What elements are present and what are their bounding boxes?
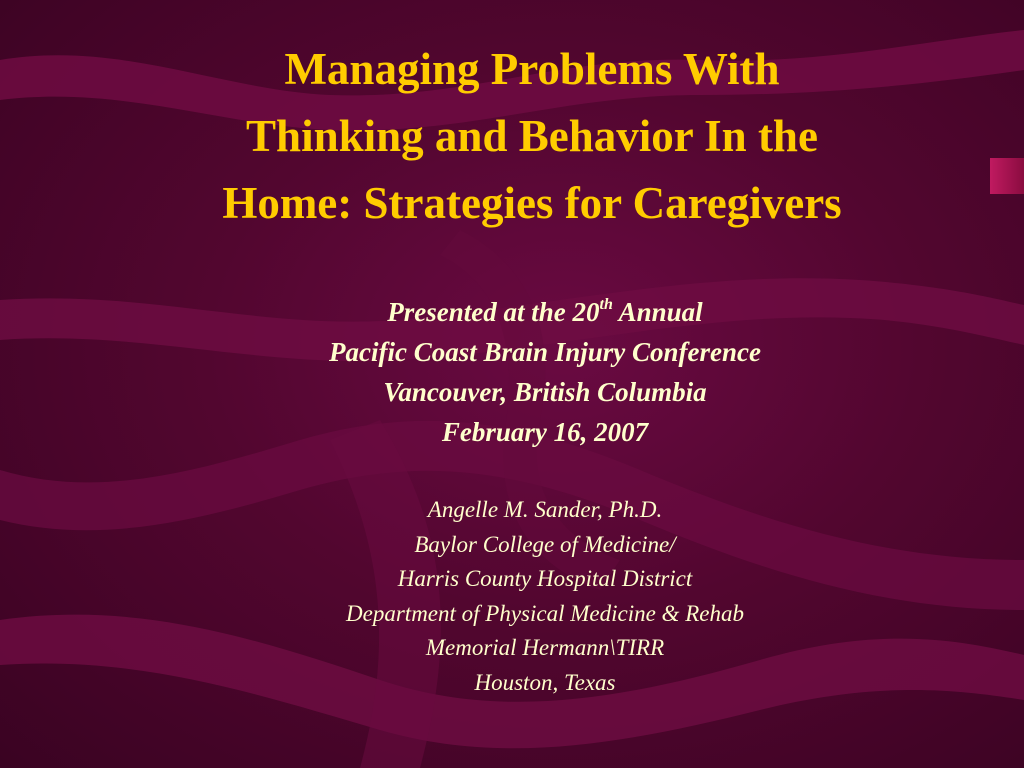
title-line-3: Home: Strategies for Caregivers: [222, 178, 842, 228]
presented-prefix: Presented at the 20: [387, 297, 600, 327]
presented-line-1: [100, 292, 990, 332]
author-name: Angelle M. Sander, Ph.D.: [427, 497, 663, 522]
slide-title: [60, 36, 1004, 237]
author-affiliation-4: Memorial Hermann\TIRR: [425, 635, 665, 660]
author-affiliation-3: Department of Physical Medicine & Rehab: [346, 600, 744, 626]
author-location: Houston, Texas: [474, 669, 616, 695]
conference-name: Pacific Coast Brain Injury Conference: [328, 337, 761, 367]
author-info: [100, 493, 990, 700]
conference-location: Vancouver, British Columbia: [383, 377, 707, 407]
ordinal-suffix: th: [599, 296, 613, 313]
conference-date: February 16, 2007: [441, 417, 649, 447]
author-affiliation-1: Baylor College of Medicine/: [414, 531, 676, 557]
presentation-info: [100, 292, 990, 452]
title-line-2: Thinking and Behavior In the: [246, 111, 818, 161]
presented-suffix: Annual: [612, 297, 703, 327]
title-line-1: Managing Problems With: [284, 44, 780, 94]
author-affiliation-2: Harris County Hospital District: [397, 566, 693, 591]
